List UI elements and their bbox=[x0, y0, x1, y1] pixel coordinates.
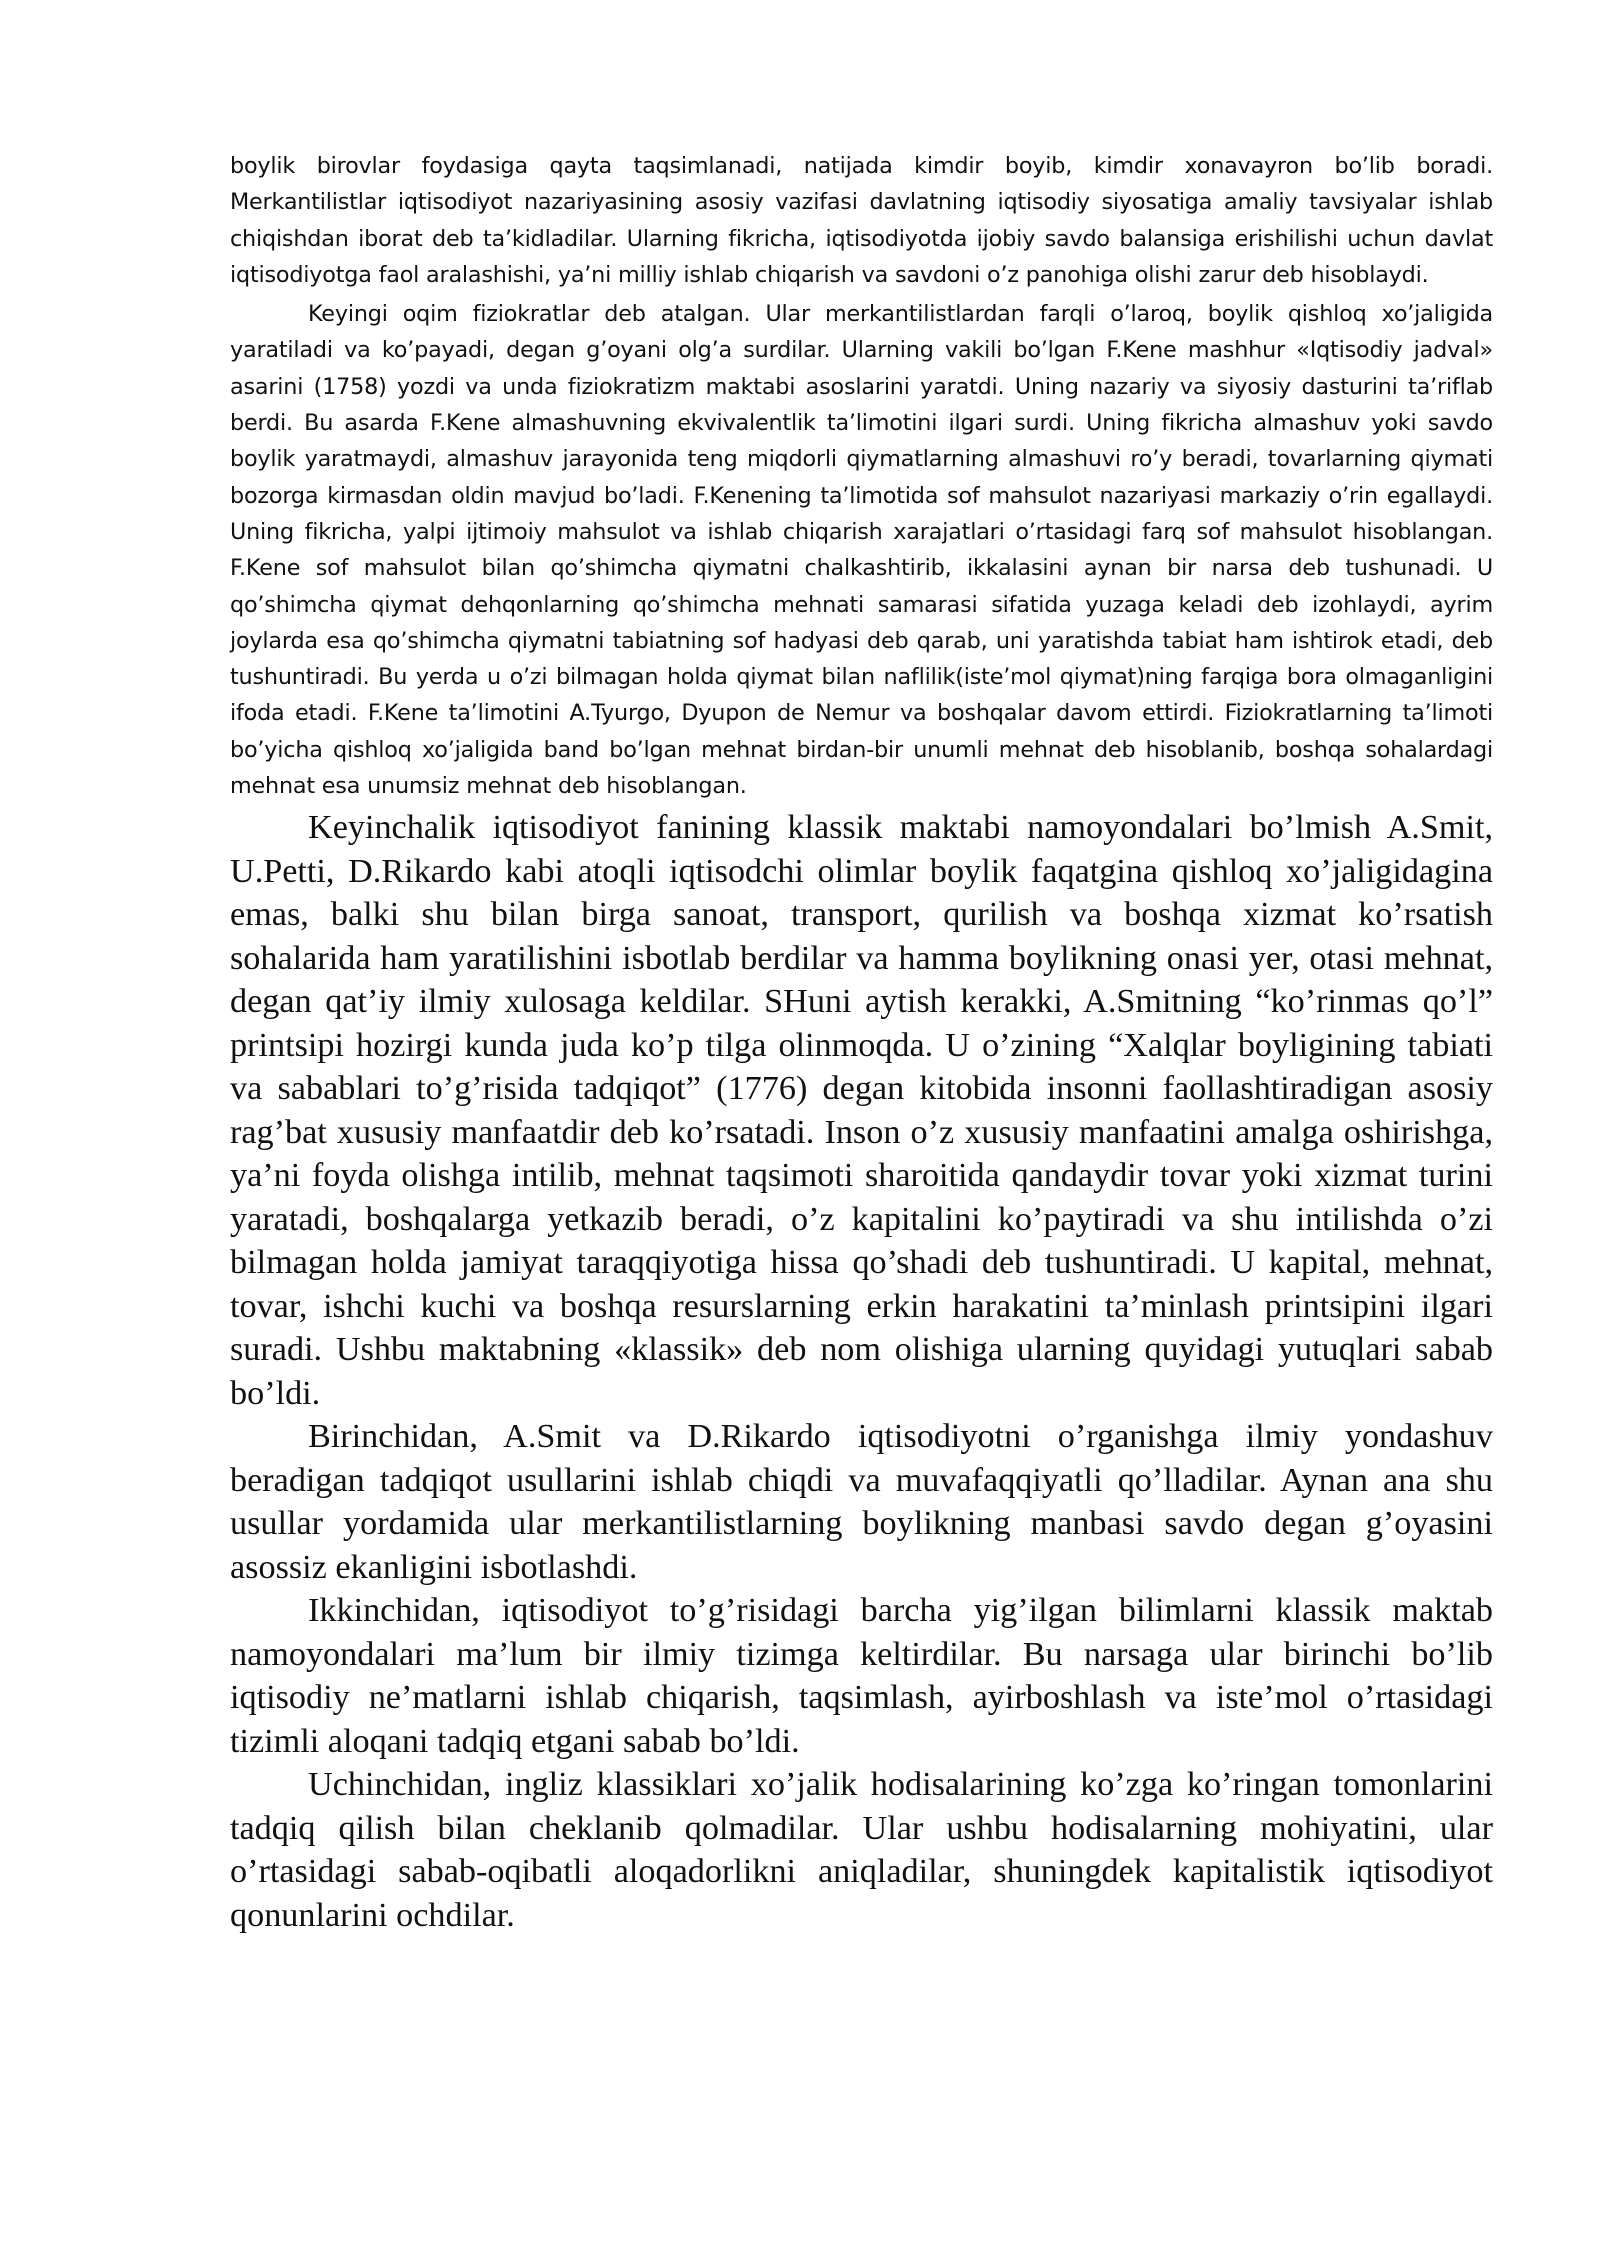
paragraph-third-achievement: Uchinchidan, ingliz klassiklari xo’jalik hodisalarining ko’zga ko’ringan tomonlarini tadqiq qilish bilan cheklanib qolmadilar. Ular ushbu hodisalarning mohiyatini, ular o’rtasidagi sabab-oqibatli aloqadorlikni aniqladilar, shuningdek kapitalistik iqtisodiyot qonunlarini ochdilar. bbox=[230, 1766, 1493, 1934]
document-page bbox=[230, 148, 1493, 1937]
paragraph-mercantilists-end: boylik birovlar foydasiga qayta taqsimlanadi, natijada kimdir boyib, kimdir xonavayron bo’lib boradi. Merkantilistlar iqtisodiyot nazariyasining asosiy vazifasi davlatning iqtisodiy siyosatiga amaliy tavsiyalar ishlab chiqishdan iborat deb ta’kidladilar. Ularning fikricha, iqtisodiyotda ijobiy savdo balansiga erishilishi uchun davlat iqtisodiyotga faol aralashishi, ya’ni milliy ishlab chiqarish va savdoni o’z panohiga olishi zarur deb hisoblaydi. bbox=[230, 153, 1493, 288]
paragraph-classical-school: Keyinchalik iqtisodiyot fanining klassik maktabi namoyondalari bo’lmish A.Smit, U.Petti, D.Rikardo kabi atoqli iqtisodchi olimlar boylik faqatgina qishloq xo’jaligidagina emas, balki shu bilan birga sanoat, transport, qurilish va boshqa xizmat ko’rsatish sohalarida ham yaratilishini isbotlab berdilar va hamma boylikning onasi yer, otasi mehnat, degan qat’iy ilmiy xulosaga keldilar. SHuni aytish kerakki, A.Smitning “ko’rinmas qo’l” printsipi hozirgi kunda juda ko’p tilga olinmoqda. U o’zining “Xalqlar boyligining tabiati va sabablari to’g’risida tadqiqot” (1776) degan kitobida insonni faollashtiradigan asosiy rag’bat xususiy manfaatdir deb ko’rsatadi. Inson o’z xususiy manfaatini amalga oshirishga, ya’ni foyda olishga intilib, mehnat taqsimoti sharoitida qandaydir tovar yoki xizmat turini yaratadi, boshqalarga yetkazib beradi, o’z kapitalini ko’paytiradi va shu intilishda o’zi bilmagan holda jamiyat taraqqiyotiga hissa qo’shadi deb tushuntiradi. U kapital, mehnat, tovar, ishchi kuchi va boshqa resurslarning erkin harakatini ta’minlash printsipini ilgari suradi. Ushbu maktabning «klassik» deb nom olishiga ularning quyidagi yutuqlari sabab bo’ldi. bbox=[230, 809, 1493, 1412]
paragraph-physiocrats: Keyingi oqim fiziokratlar deb atalgan. Ular merkantilistlardan farqli o’laroq, boylik qishloq xo’jaligida yaratiladi va ko’payadi, degan g’oyani olg’a surdilar. Ularning vakili bo’lgan F.Kene mashhur «Iqtisodiy jadval» asarini (1758) yozdi va unda fiziokratizm maktabi asoslarini yaratdi. Uning nazariy va siyosiy dasturini ta’riflab berdi. Bu asarda F.Kene almashuvning ekvivalentlik ta’limotini ilgari surdi. Uning fikricha almashuv yoki savdo boylik yaratmaydi, almashuv jarayonida teng miqdorli qiymatlarning almashuvi ro’y beradi, tovarlarning qiymati bozorga kirmasdan oldin mavjud bo’ladi. F.Kenening ta’limotida sof mahsulot nazariyasi markaziy o’rin egallaydi. Uning fikricha, yalpi ijtimoiy mahsulot va ishlab chiqarish xarajatlari o’rtasidagi farq sof mahsulot hisoblangan. F.Kene sof mahsulot bilan qo’shimcha qiymatni chalkashtirib, ikkalasini aynan bir narsa deb tushunadi. U qo’shimcha qiymat dehqonlarning qo’shimcha mehnati samarasi sifatida yuzaga keladi deb izohlaydi, ayrim joylarda esa qo’shimcha qiymatni tabiatning sof hadyasi deb qarab, uni yaratishda tabiat ham ishtirok etadi, deb tushuntiradi. Bu yerda u o’zi bilmagan holda qiymat bilan naflilik(iste’mol qiymat)ning farqiga bora olmaganligini ifoda etadi. F.Kene ta’limotini A.Tyurgo, Dyupon de Nemur va boshqalar davom ettirdi. Fiziokratlarning ta’limoti bo’yicha qishloq xo’jaligida band bo’lgan mehnat birdan-bir unumli mehnat deb hisoblanib, boshqa sohalardagi mehnat esa unumsiz mehnat deb hisoblangan. bbox=[230, 301, 1493, 800]
paragraph-second-achievement: Ikkinchidan, iqtisodiyot to’g’risidagi barcha yig’ilgan bilimlarni klassik maktab namoyondalari ma’lum bir ilmiy tizimga keltirdilar. Bu narsaga ular birinchi bo’lib iqtisodiy ne’matlarni ishlab chiqarish, taqsimlash, ayirboshlash va iste’mol o’rtasidagi tizimli aloqani tadqiq etgani sabab bo’ldi. bbox=[230, 1592, 1493, 1760]
paragraph-first-achievement: Birinchidan, A.Smit va D.Rikardo iqtisodiyotni o’rganishga ilmiy yondashuv beradigan tadqiqot usullarini ishlab chiqdi va muvafaqqiyatli qo’lladilar. Aynan ana shu usullar yordamida ular merkantilistlarning boylikning manbasi savdo degan g’oyasini asossiz ekanligini isbotlashdi. bbox=[230, 1418, 1493, 1586]
